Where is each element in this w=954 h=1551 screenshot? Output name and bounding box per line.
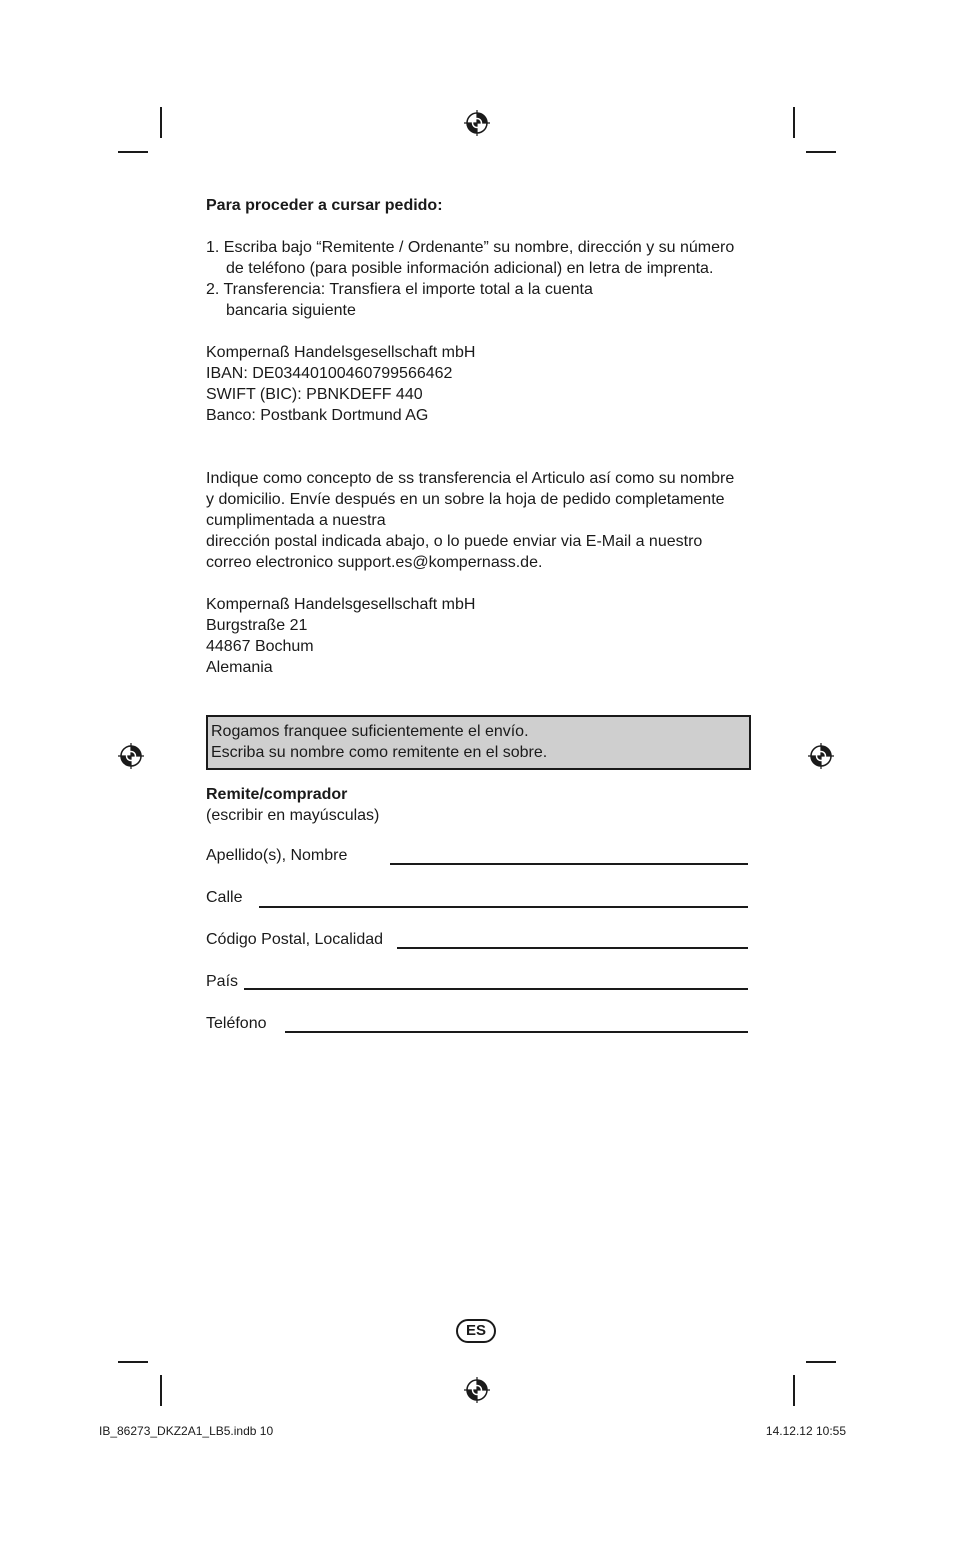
field-line-name[interactable] (390, 863, 748, 865)
step-2-line-1: 2. Transferencia: Transfiera el importe total a la cuenta (206, 281, 593, 298)
sender-subheading: (escribir en mayúsculas) (206, 807, 380, 824)
field-label-street: Calle (206, 889, 243, 906)
footer-datetime: 14.12.12 10:55 (765, 1424, 846, 1438)
step-1-line-2: de teléfono (para posible información adicional) en letra de imprenta. (226, 260, 714, 277)
crop-mark-top-right-horizontal (806, 151, 836, 153)
bank-iban: IBAN: DE03440100460799566462 (206, 365, 453, 382)
field-line-postal-city[interactable] (397, 947, 748, 949)
instructions-line-3: cumplimentada a nuestra (206, 512, 386, 529)
crop-mark-bottom-right-horizontal (806, 1361, 836, 1363)
step-2-line-2: bancaria siguiente (226, 302, 356, 319)
address-street: Burgstraße 21 (206, 617, 308, 634)
instructions-line-1: Indique como concepto de ss transferencia el Articulo así como su nombre (206, 470, 735, 487)
postage-notice-box (206, 715, 751, 770)
field-label-name: Apellido(s), Nombre (206, 847, 348, 864)
registration-mark-top-icon (464, 110, 490, 136)
crop-mark-top-left-horizontal (118, 151, 148, 153)
order-heading: Para proceder a cursar pedido: (206, 197, 443, 214)
field-label-country: País (206, 973, 239, 990)
sender-heading: Remite/comprador (206, 786, 348, 803)
address-country: Alemania (206, 659, 273, 676)
crop-mark-bottom-left-horizontal (118, 1361, 148, 1363)
crop-mark-top-left-vertical (160, 107, 162, 138)
field-line-street[interactable] (259, 906, 748, 908)
notice-line-1: Rogamos franquee suficientemente el envío. (211, 723, 529, 740)
crop-mark-bottom-right-vertical (793, 1375, 795, 1406)
bank-name: Banco: Postbank Dortmund AG (206, 407, 429, 424)
field-line-phone[interactable] (285, 1031, 748, 1033)
address-city: 44867 Bochum (206, 638, 314, 655)
address-company: Kompernaß Handelsgesellschaft mbH (206, 596, 476, 613)
footer-file-info: IB_86273_DKZ2A1_LB5.indb 10 (99, 1424, 274, 1438)
step-1-line-1: 1. Escriba bajo “Remitente / Ordenante” su nombre, dirección y su número (206, 239, 735, 256)
field-label-phone: Teléfono (206, 1015, 267, 1032)
bank-company: Kompernaß Handelsgesellschaft mbH (206, 344, 476, 361)
instructions-line-5: correo electronico support.es@kompernass.de. (206, 554, 543, 571)
crop-mark-bottom-left-vertical (160, 1375, 162, 1406)
registration-mark-bottom-icon (464, 1377, 490, 1403)
crop-mark-top-right-vertical (793, 107, 795, 138)
registration-mark-right-icon (808, 743, 834, 769)
instructions-line-2: y domicilio. Envíe después en un sobre la hoja de pedido completamente (206, 491, 725, 508)
registration-mark-left-icon (118, 743, 144, 769)
bank-swift: SWIFT (BIC): PBNKDEFF 440 (206, 386, 423, 403)
field-label-postal-city: Código Postal, Localidad (206, 931, 384, 948)
instructions-line-4: dirección postal indicada abajo, o lo puede enviar via E-Mail a nuestro (206, 533, 703, 550)
language-badge: ES (456, 1319, 496, 1343)
field-line-country[interactable] (244, 988, 748, 990)
notice-line-2: Escriba su nombre como remitente en el sobre. (211, 744, 548, 761)
